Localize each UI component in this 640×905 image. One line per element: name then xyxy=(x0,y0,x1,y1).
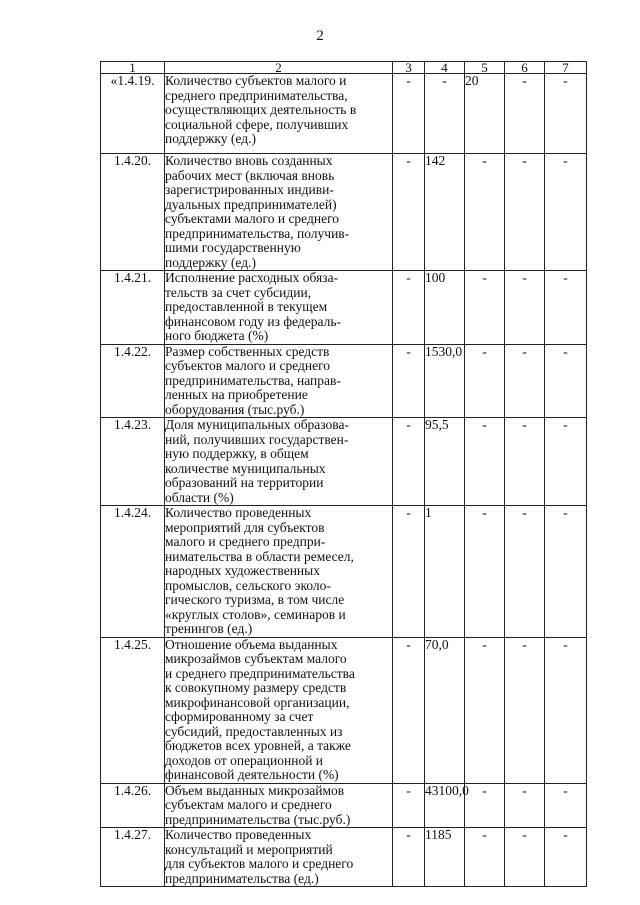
row-number: «1.4.19. xyxy=(101,74,165,154)
value-col3: - xyxy=(393,828,425,887)
value-col5: - xyxy=(465,154,505,271)
indicator-description: Размер собственных средств субъектов малого и среднего предпринимательства, направ- ленных на приобретение оборудования (тыс.руб.) xyxy=(165,344,393,418)
value-col6: - xyxy=(505,271,545,345)
value-col7: - xyxy=(545,506,587,638)
column-header: 7 xyxy=(545,62,587,74)
indicator-description: Количество субъектов малого и среднего предпринимательства, осуществляющих деятельность в социальной сфере, получивших поддержку (ед.) xyxy=(165,74,393,154)
row-number: 1.4.20. xyxy=(101,154,165,271)
value-col4: 1185 xyxy=(425,828,465,887)
indicator-description: Исполнение расходных обяза- тельств за счет субсидии, предоставленной в текущем финансовом году из федераль- ного бюджета (%) xyxy=(165,271,393,345)
column-header: 2 xyxy=(165,62,393,74)
value-col5: - xyxy=(465,506,505,638)
value-col3: - xyxy=(393,344,425,418)
table-row xyxy=(101,783,587,828)
header-row xyxy=(101,62,587,74)
value-col3: - xyxy=(393,783,425,828)
row-number: 1.4.26. xyxy=(101,783,165,828)
value-col6: - xyxy=(505,418,545,506)
value-col5: 20 xyxy=(465,74,505,154)
value-col3: - xyxy=(393,271,425,345)
value-col5: - xyxy=(465,783,505,828)
value-col4: 95,5 xyxy=(425,418,465,506)
value-col7: - xyxy=(545,74,587,154)
value-col5: - xyxy=(465,637,505,783)
value-col6: - xyxy=(505,828,545,887)
value-col6: - xyxy=(505,74,545,154)
value-col4: 1 xyxy=(425,506,465,638)
value-col7: - xyxy=(545,783,587,828)
indicator-description: Доля муниципальных образова- ний, получивших государствен- ную поддержку, в общем количестве муниципальных образований на территории области (%) xyxy=(165,418,393,506)
page-number: 2 xyxy=(316,28,324,44)
value-col6: - xyxy=(505,344,545,418)
value-col4: 142 xyxy=(425,154,465,271)
indicators-table xyxy=(100,61,587,887)
row-number: 1.4.24. xyxy=(101,506,165,638)
column-header: 6 xyxy=(505,62,545,74)
row-number: 1.4.25. xyxy=(101,637,165,783)
value-col7: - xyxy=(545,154,587,271)
table-row xyxy=(101,506,587,638)
row-number: 1.4.22. xyxy=(101,344,165,418)
value-col7: - xyxy=(545,828,587,887)
table-row xyxy=(101,344,587,418)
value-col3: - xyxy=(393,74,425,154)
table-row xyxy=(101,418,587,506)
value-col5: - xyxy=(465,828,505,887)
value-col5: - xyxy=(465,271,505,345)
indicator-description: Объем выданных микрозаймов субъектам малого и среднего предпринимательства (тыс.руб.) xyxy=(165,783,393,828)
column-header: 3 xyxy=(393,62,425,74)
row-number: 1.4.27. xyxy=(101,828,165,887)
value-col6: - xyxy=(505,154,545,271)
value-col4: - xyxy=(425,74,465,154)
row-number: 1.4.23. xyxy=(101,418,165,506)
indicator-description: Отношение объема выданных микрозаймов субъектам малого и среднего предпринимательства к совокупному размеру средств микрофинансовой организации, сформированному за счет субсидий, предоставленных из бюджетов всех уровней, а также доходов от операционной и финансовой деятельности (%) xyxy=(165,637,393,783)
value-col6: - xyxy=(505,637,545,783)
value-col7: - xyxy=(545,271,587,345)
value-col6: - xyxy=(505,783,545,828)
column-header: 1 xyxy=(101,62,165,74)
value-col7: - xyxy=(545,418,587,506)
table-row xyxy=(101,74,587,154)
value-col7: - xyxy=(545,344,587,418)
column-header: 4 xyxy=(425,62,465,74)
indicator-description: Количество проведенных мероприятий для субъектов малого и среднего предпри- нимательства в области ремесел, народных художественных промыслов, сельского эколо- гического туризма, в том числе «круглых столов», семинаров и тренингов (ед.) xyxy=(165,506,393,638)
table-row xyxy=(101,637,587,783)
table-row xyxy=(101,271,587,345)
value-col4: 1530,0 xyxy=(425,344,465,418)
value-col6: - xyxy=(505,506,545,638)
value-col4: 100 xyxy=(425,271,465,345)
value-col3: - xyxy=(393,506,425,638)
column-header: 5 xyxy=(465,62,505,74)
table-row xyxy=(101,154,587,271)
indicator-description: Количество вновь созданных рабочих мест (включая вновь зарегистрированных индиви- дуальных предпринимателей) субъектами малого и среднего предпринимательства, получив- шими государственную поддержку (ед.) xyxy=(165,154,393,271)
value-col3: - xyxy=(393,154,425,271)
value-col5: - xyxy=(465,418,505,506)
value-col3: - xyxy=(393,418,425,506)
value-col4: 43100,0 xyxy=(425,783,465,828)
value-col3: - xyxy=(393,637,425,783)
value-col5: - xyxy=(465,344,505,418)
table-row xyxy=(101,828,587,887)
row-number: 1.4.21. xyxy=(101,271,165,345)
value-col4: 70,0 xyxy=(425,637,465,783)
indicator-description: Количество проведенных консультаций и мероприятий для субъектов малого и среднего предпринимательства (ед.) xyxy=(165,828,393,887)
value-col7: - xyxy=(545,637,587,783)
